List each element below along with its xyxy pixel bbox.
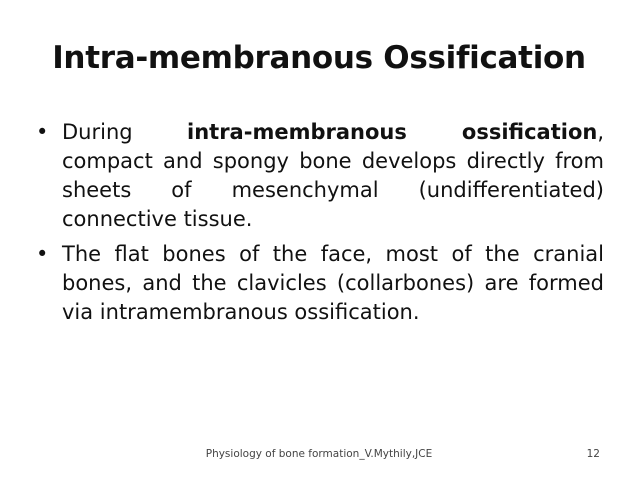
bullet-marker: • bbox=[36, 242, 49, 266]
bullet-text-suffix: , compact and spongy bone develops directly from sheets of mesenchymal (undifferentiated) connective tissue. bbox=[62, 120, 605, 231]
bullet-list bbox=[36, 118, 604, 333]
bullet-text: The flat bones of the face, most of the cranial bones, and the clavicles (collarbones) are formed via intramembranous ossification. bbox=[62, 242, 604, 324]
page-number: 12 bbox=[586, 448, 600, 460]
bullet-text-prefix: During bbox=[62, 120, 188, 144]
bullet-item-1 bbox=[36, 118, 604, 234]
bullet-marker: • bbox=[36, 120, 49, 144]
bullet-item-2 bbox=[36, 240, 604, 327]
slide-title: Intra-membranous Ossification bbox=[52, 40, 586, 76]
footer-caption: Physiology of bone formation_V.Mythily,JCE bbox=[205, 448, 433, 460]
bullet-bold-term: intra-membranous ossification bbox=[187, 120, 598, 144]
